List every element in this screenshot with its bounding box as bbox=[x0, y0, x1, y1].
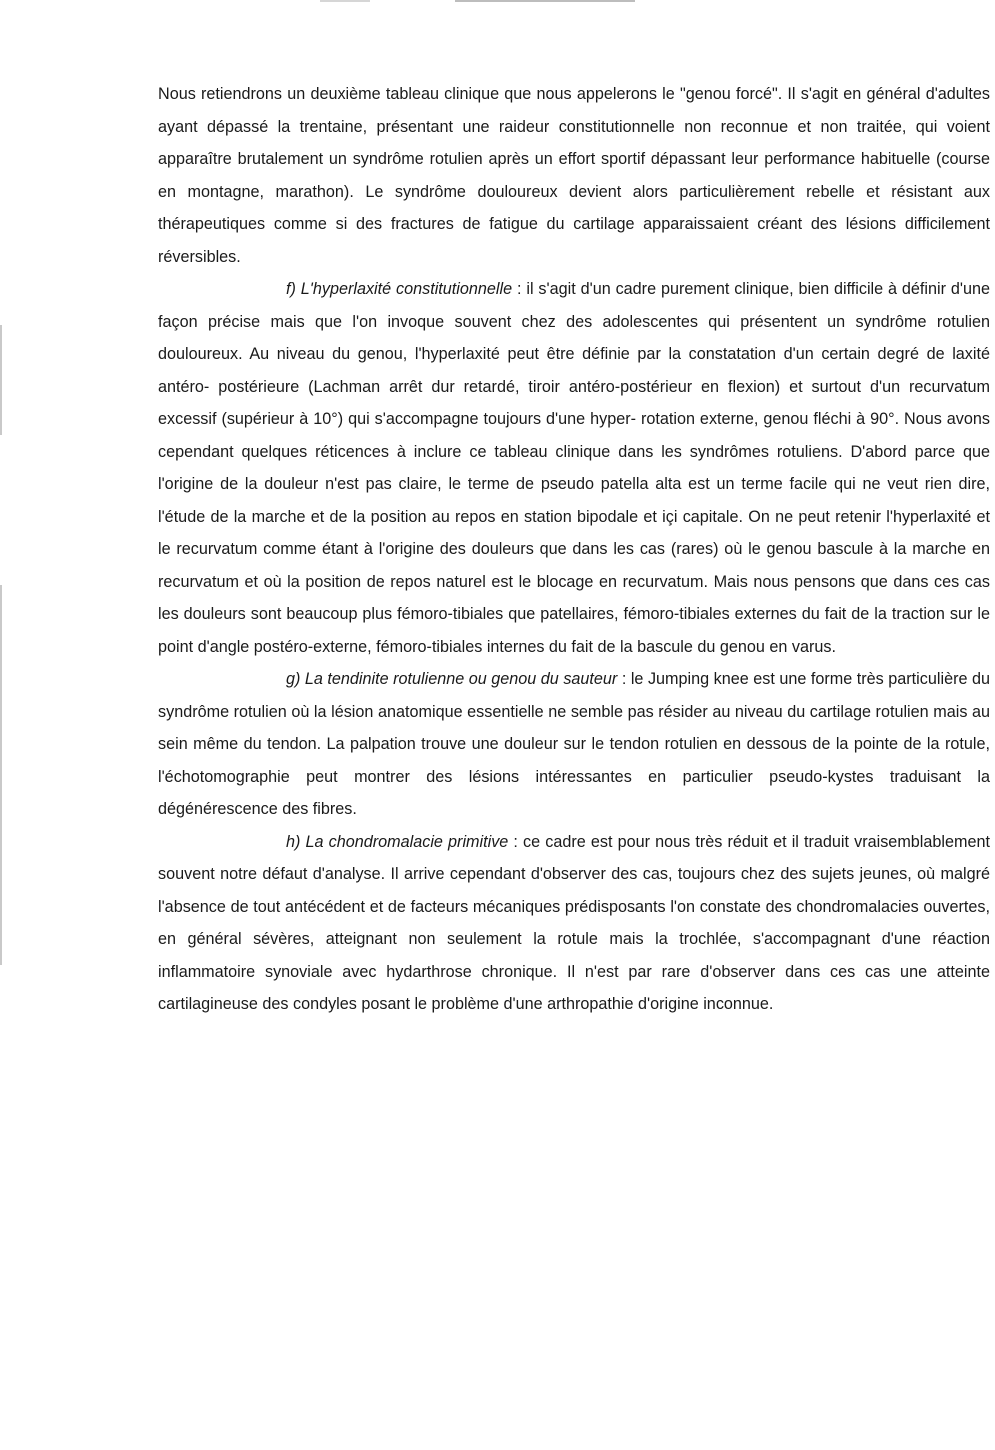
paragraph-chondromalacie bbox=[158, 826, 990, 1021]
scan-edge-artifact bbox=[0, 585, 2, 965]
paragraph-text: : ce cadre est pour nous très réduit et il traduit vraisemblablement souvent notre défaut d'analyse. Il arrive cependant d'observer des cas, toujours chez des sujets jeunes, où malgré l'absence de tout antécédent et de facteurs mécaniques prédisposants l'on constate des chondromalacies ouvertes, en général sévères, atteignant non seulement la rotule mais la trochlée, s'accompagnant d'une réaction inflammatoire synoviale avec hydarthrose chronique. Il n'est par rare d'observer dans ces cas une atteinte cartilagineuse des condyles posant le problème d'une arthropathie d'origine inconnue. bbox=[158, 832, 990, 1013]
paragraph-genou-force bbox=[158, 78, 990, 273]
paragraph-text: : le Jumping knee est une forme très particulière du syndrôme rotulien où la lésion anatomique essentielle ne semble pas résider au niveau du cartilage rotulien mais au sein même du tendon. La palpation trouve une douleur sur le tendon rotulien en dessous de la pointe de la rotule, l'échotomographie peut montrer des lésions intéressantes en particulier pseudo-kystes traduisant la dégénérescence des fibres. bbox=[158, 670, 990, 818]
paragraph-text: Nous retiendrons un deuxième tableau clinique que nous appelerons le "genou forcé". Il s'agit en général d'adultes ayant dépassé la trentaine, présentant une raideur constitutionnelle non reconnue et non traitée, qui voient apparaître brutalement un syndrôme rotulien après un effort sportif dépassant leur performance habituelle (course en montagne, marathon). Le syndrôme douloureux devient alors particulièrement rebelle et résistant aux thérapeutiques comme si des fractures de fatigue du cartilage apparaissaient créant des lésions difficilement réversibles. bbox=[158, 85, 990, 266]
scan-artifact bbox=[455, 0, 635, 2]
section-heading: g) La tendinite rotulienne ou genou du sauteur bbox=[286, 670, 618, 688]
document-body bbox=[158, 78, 990, 1021]
scan-edge-artifact bbox=[0, 325, 2, 435]
section-heading: h) La chondromalacie primitive bbox=[286, 832, 509, 851]
paragraph-text: : il s'agit d'un cadre purement clinique, bien difficile à définir d'une façon précise mais que l'on invoque souvent chez des adolescentes qui présentent un syndrôme rotulien douloureux. Au niveau du genou, l'hyperlaxité peut être définie par la constatation d'un certain degré de laxité antéro- postérieure (Lachman arrêt dur retardé, tiroir antéro-postérieur en flexion) et surtout d'un recurvatum excessif (supérieur à 10°) qui s'accompagne toujours d'une hyper- rotation externe, genou fléchi à 90°. Nous avons cependant quelques réticences à inclure ce tableau clinique dans les syndrômes rotuliens. D'abord parce que l'origine de la douleur n'est pas claire, le terme de pseudo patella alta est un terme facile qui ne veut rien dire, l'étude de la marche et de la position au repos en station bipodale et içi capitale. On ne peut retenir l'hyperlaxité et le recurvatum comme étant à l'origine des douleurs que dans les cas (rares) où le genou bascule à la marche en recurvatum et où la position de repos naturel est le blocage en recurvatum. Mais nous pensons que dans ces cas les douleurs sont beaucoup plus fémoro-tibiales que patellaires, fémoro-tibiales externes du fait de la traction sur le point d'angle postéro-externe, fémoro-tibiales internes du fait de la bascule du genou en varus. bbox=[158, 280, 990, 656]
scan-artifact bbox=[320, 0, 370, 2]
paragraph-tendinite bbox=[158, 663, 990, 826]
section-heading: f) L'hyperlaxité constitutionnelle bbox=[286, 280, 513, 298]
paragraph-hyperlaxite bbox=[158, 273, 990, 663]
